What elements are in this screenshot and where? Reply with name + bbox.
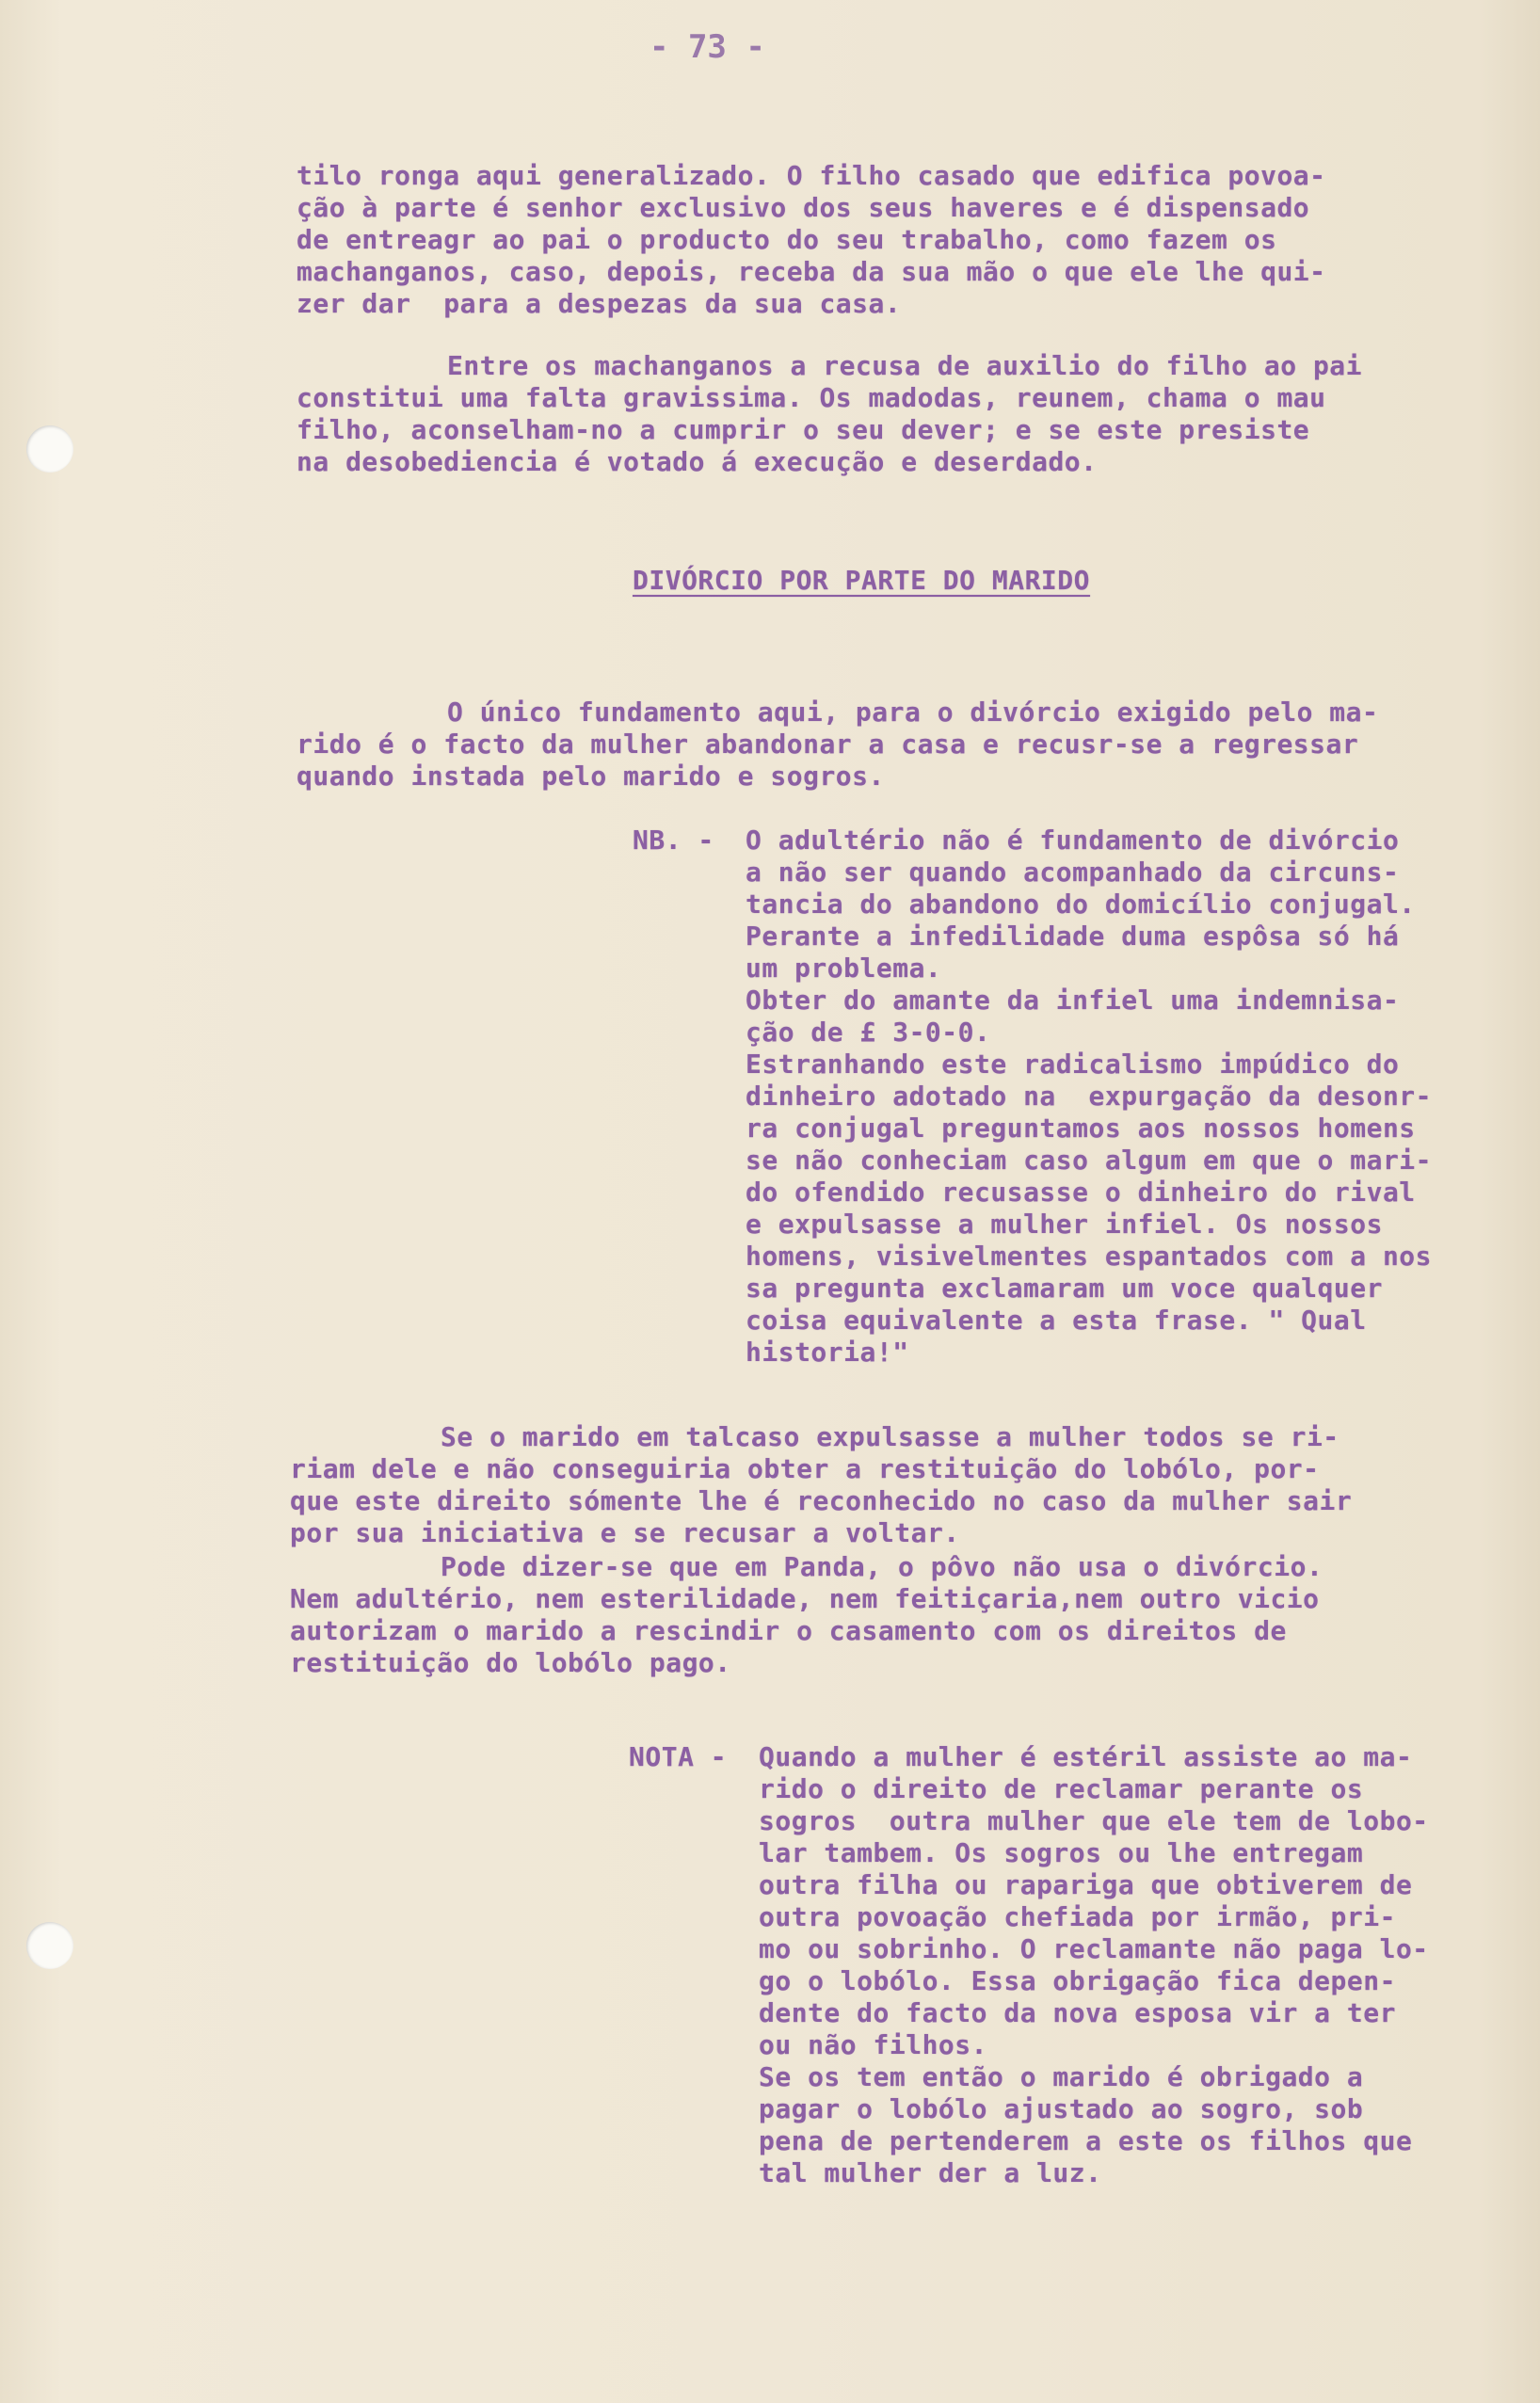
punch-hole xyxy=(26,1922,73,1969)
nota-note xyxy=(759,1741,1429,2189)
text-line: ção de £ 3-0-0. xyxy=(746,1017,991,1048)
text-line: Obter do amante da infiel uma indemnisa- xyxy=(746,985,1400,1016)
paragraph-expulsion xyxy=(290,1421,1352,1549)
paragraph-divorce-ground xyxy=(297,697,1378,793)
text-line: se não conheciam caso algum em que o mari- xyxy=(746,1145,1433,1176)
text-line: do ofendido recusasse o dinheiro do rival xyxy=(746,1177,1416,1208)
text-line: Se o marido em talcaso expulsasse a mulher todos se ri- xyxy=(441,1421,1339,1452)
text-line: Pode dizer-se que em Panda, o pôvo não usa o divórcio. xyxy=(441,1551,1323,1582)
text-line: restituição do lobólo pago. xyxy=(290,1647,731,1678)
text-line: lar tambem. Os sogros ou lhe entregam xyxy=(759,1837,1364,1868)
text-line: por sua iniciativa e se recusar a voltar. xyxy=(290,1517,960,1548)
nb-label: NB. - xyxy=(633,825,714,856)
text-line: ção à parte é senhor exclusivo dos seus haveres e é dispensado xyxy=(297,192,1310,223)
text-line: O adultério não é fundamento de divórcio xyxy=(746,825,1400,856)
punch-hole xyxy=(26,425,73,473)
text-line: e expulsasse a mulher infiel. Os nossos xyxy=(746,1209,1383,1240)
text-line: sa pregunta exclamaram um voce qualquer xyxy=(746,1273,1383,1304)
text-line: constitui uma falta gravissima. Os madodas, reunem, chama o mau xyxy=(297,382,1326,413)
text-line: Nem adultério, nem esterilidade, nem feitiçaria,nem outro vicio xyxy=(290,1583,1320,1614)
text-line: quando instada pelo marido e sogros. xyxy=(297,761,885,792)
nb-note xyxy=(746,825,1432,1369)
text-line: tilo ronga aqui generalizado. O filho casado que edifica povoa- xyxy=(297,160,1326,191)
text-line: rido o direito de reclamar perante os xyxy=(759,1773,1364,1804)
text-line: dinheiro adotado na expurgação da desonr- xyxy=(746,1081,1433,1112)
text-line: tancia do abandono do domicílio conjugal. xyxy=(746,889,1416,920)
text-line: Estranhando este radicalismo impúdico do xyxy=(746,1049,1400,1080)
text-line: Perante a infedilidade duma espôsa só há xyxy=(746,921,1400,952)
text-line: coisa equivalente a esta frase. " Qual xyxy=(746,1305,1367,1336)
text-line: de entreagr ao pai o producto do seu trabalho, como fazem os xyxy=(297,224,1277,255)
text-line: zer dar para a despezas da sua casa. xyxy=(297,288,902,319)
text-line: pagar o lobólo ajustado ao sogro, sob xyxy=(759,2093,1364,2124)
text-line: machanganos, caso, depois, receba da sua mão o que ele lhe qui- xyxy=(297,256,1326,287)
text-line: Se os tem então o marido é obrigado a xyxy=(759,2061,1364,2092)
text-line: O único fundamento aqui, para o divórcio exigido pelo ma- xyxy=(447,697,1379,728)
text-line: na desobediencia é votado á execução e deserdado. xyxy=(297,446,1098,477)
text-line: outra filha ou rapariga que obtiverem de xyxy=(759,1869,1413,1900)
text-line: Quando a mulher é estéril assiste ao ma- xyxy=(759,1741,1413,1772)
text-line: riam dele e não conseguiria obter a restituição do lobólo, por- xyxy=(290,1453,1320,1484)
paragraph-inheritance xyxy=(297,160,1326,320)
text-line: tal mulher der a luz. xyxy=(759,2157,1102,2188)
text-line: autorizam o marido a rescindir o casamento com os direitos de xyxy=(290,1615,1287,1646)
text-line: pena de pertenderem a este os filhos que xyxy=(759,2125,1413,2156)
text-line: mo ou sobrinho. O reclamante não paga lo- xyxy=(759,1933,1429,1964)
text-line: homens, visivelmentes espantados com a nos xyxy=(746,1241,1433,1272)
text-line: que este direito sómente lhe é reconhecido no caso da mulher sair xyxy=(290,1485,1353,1516)
text-line: historia!" xyxy=(746,1337,909,1368)
text-line: ra conjugal preguntamos aos nossos homens xyxy=(746,1113,1416,1144)
text-line: ou não filhos. xyxy=(759,2029,988,2060)
text-line: a não ser quando acompanhado da circuns- xyxy=(746,857,1400,888)
text-line: Entre os machanganos a recusa de auxilio do filho ao pai xyxy=(447,350,1363,381)
text-line: sogros outra mulher que ele tem de lobo- xyxy=(759,1805,1429,1836)
nota-label: NOTA - xyxy=(629,1741,728,1772)
text-line: filho, aconselham-no a cumprir o seu dever; e se este presiste xyxy=(297,414,1310,445)
text-line: rido é o facto da mulher abandonar a casa e recusr-se a regressar xyxy=(297,729,1359,760)
text-line: outra povoação chefiada por irmão, pri- xyxy=(759,1901,1396,1932)
text-line: dente do facto da nova esposa vir a ter xyxy=(759,1997,1396,2028)
text-line: um problema. xyxy=(746,953,942,984)
page-number: - 73 - xyxy=(650,28,765,66)
section-heading: DIVÓRCIO POR PARTE DO MARIDO xyxy=(633,565,1091,596)
paragraph-panda xyxy=(290,1551,1323,1679)
paragraph-filial-duty xyxy=(297,350,1362,478)
text-line: go o lobólo. Essa obrigação fica depen- xyxy=(759,1965,1396,1996)
